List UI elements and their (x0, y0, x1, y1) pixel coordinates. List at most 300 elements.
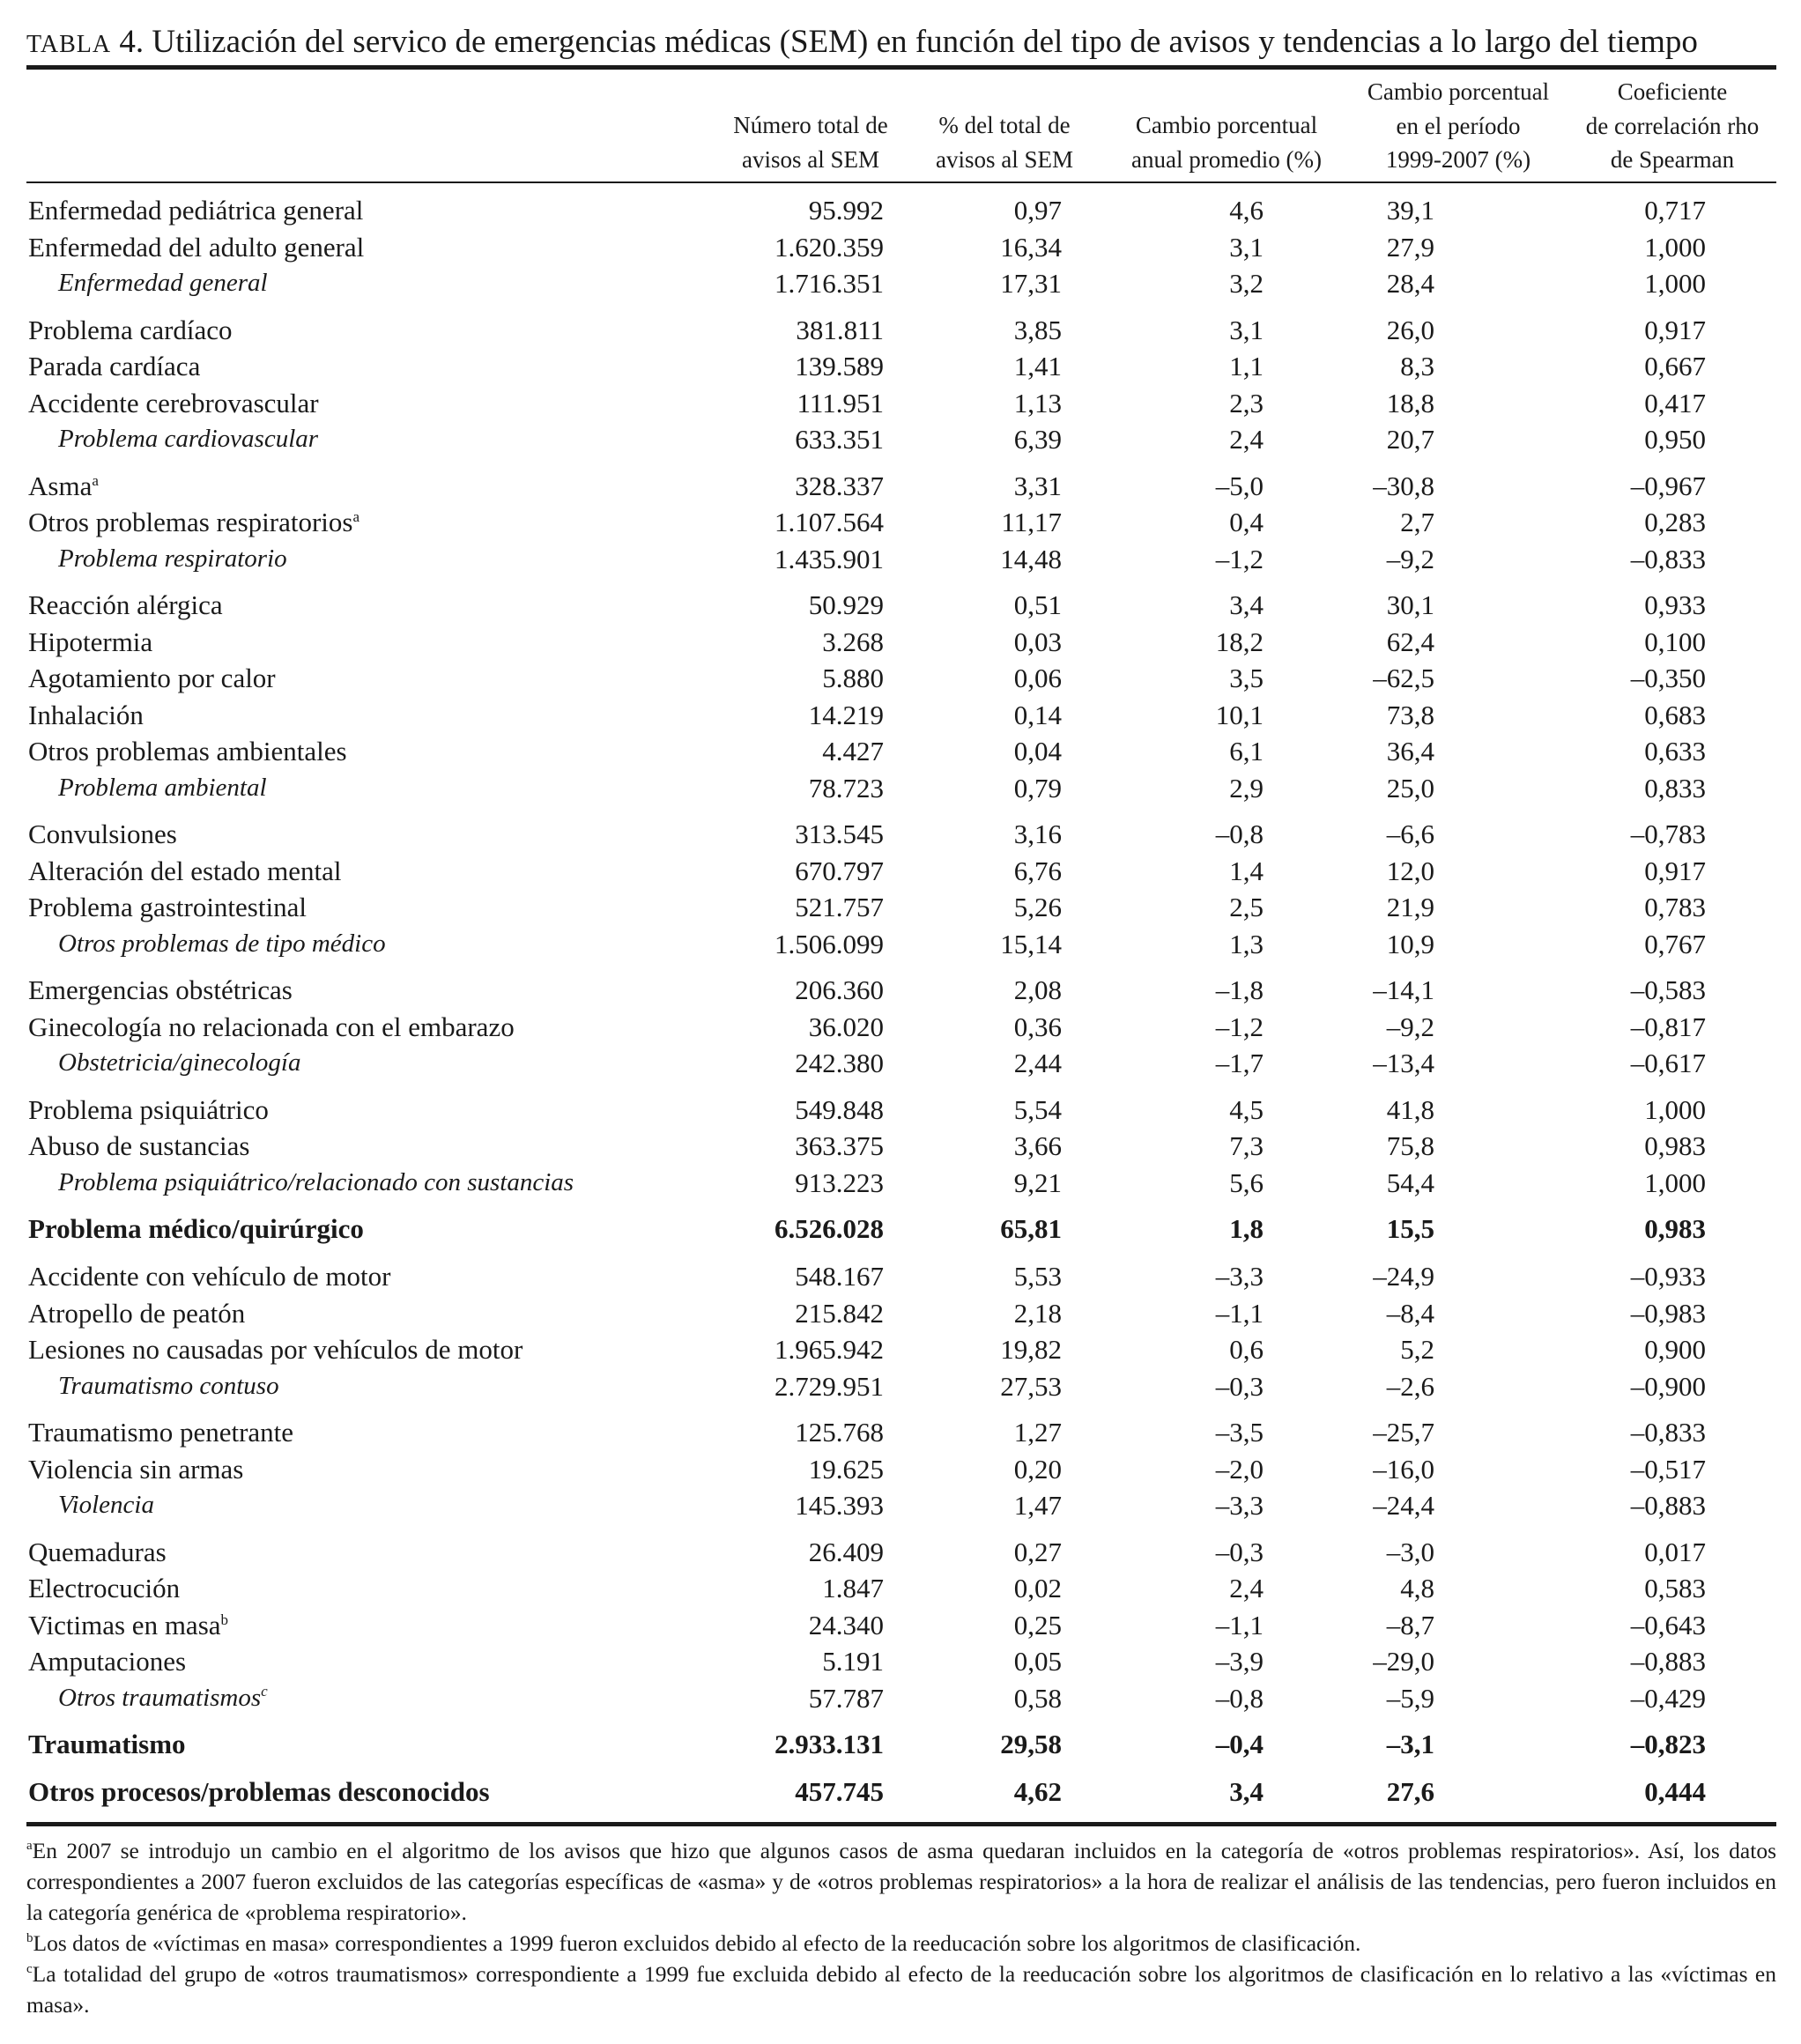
table-subtotal-row (26, 1045, 1776, 1081)
row-label: Enfermedad del adulto general (28, 231, 365, 263)
total-calls-cell: 95.992 (808, 195, 884, 226)
table-row (26, 192, 1776, 228)
table-row (26, 733, 1776, 769)
period-change-cell: 73,8 (1386, 699, 1434, 730)
period-change-cell: –8,4 (1386, 1297, 1434, 1329)
annual-change-cell: 3,1 (1229, 231, 1264, 263)
spearman-cell: 0,983 (1644, 1213, 1706, 1244)
annual-change-cell: –0,3 (1215, 1370, 1264, 1402)
table-subtotal-row (26, 1368, 1776, 1404)
header-annual-change: Cambio porcentual anual promedio (%) (1131, 112, 1322, 173)
total-calls-cell: 1.107.564 (775, 507, 884, 537)
spearman-cell: –0,833 (1630, 1417, 1706, 1448)
table-row (26, 348, 1776, 384)
row-label: Violencia (58, 1491, 154, 1519)
percent-cell: 0,27 (1013, 1536, 1062, 1567)
period-change-cell: –5,9 (1386, 1682, 1434, 1714)
percent-cell: 5,54 (1013, 1093, 1062, 1125)
row-label: Otros traumatismos$^c$ (58, 1682, 268, 1712)
total-calls-cell: 206.360 (795, 974, 884, 1005)
spearman-cell: –0,883 (1630, 1646, 1706, 1677)
table-row (26, 660, 1776, 696)
spearman-cell: –0,783 (1630, 818, 1706, 849)
table-title (26, 21, 1780, 66)
table-title-text: Utilización del servico de emergencias médicas (SEM) en función del tipo de avisos y tendencias a lo largo del tiempo (152, 24, 1698, 60)
spearman-cell: –0,583 (1630, 974, 1706, 1005)
table-subtotal-row (26, 541, 1776, 577)
total-calls-cell: 50.929 (808, 589, 884, 620)
row-label: Convulsiones (28, 818, 177, 849)
total-calls-cell: 4.427 (822, 736, 884, 766)
spearman-cell: 0,667 (1644, 351, 1706, 381)
percent-cell: 0,58 (1013, 1682, 1062, 1714)
percent-cell: 9,21 (1013, 1166, 1062, 1198)
table-row (26, 1009, 1776, 1045)
total-calls-cell: 913.223 (795, 1166, 884, 1198)
row-label: Quemaduras (28, 1536, 167, 1567)
table-row (26, 504, 1776, 540)
total-calls-cell: 1.716.351 (775, 268, 884, 299)
percent-cell: 15,14 (1000, 928, 1062, 959)
spearman-cell: –0,933 (1630, 1261, 1706, 1292)
header-total-calls: Número total de avisos al SEM (733, 112, 888, 173)
percent-cell: 29,58 (1000, 1729, 1062, 1759)
percent-cell: 0,14 (1013, 699, 1062, 730)
spearman-cell: –0,967 (1630, 470, 1706, 501)
total-calls-cell: 363.375 (795, 1130, 884, 1161)
row-label: Inhalación (28, 699, 144, 730)
table-row (26, 1258, 1776, 1294)
row-label: Otros problemas ambientales (28, 736, 347, 766)
period-change-cell: 2,7 (1400, 507, 1434, 537)
row-label: Enfermedad pediátrica general (28, 195, 364, 226)
row-label: Otros problemas de tipo médico (58, 929, 386, 958)
spearman-cell: –0,983 (1630, 1297, 1706, 1329)
percent-cell: 11,17 (1001, 507, 1062, 537)
table-subtotal-row (26, 265, 1776, 301)
period-change-cell: –30,8 (1373, 470, 1434, 501)
row-label: Abuso de sustancias (28, 1130, 250, 1161)
annual-change-cell: 3,1 (1229, 314, 1264, 345)
row-label: Traumatismo contuso (58, 1371, 279, 1400)
annual-change-cell: –1,8 (1215, 974, 1264, 1005)
percent-cell: 0,25 (1013, 1609, 1062, 1640)
spearman-cell: –0,350 (1630, 663, 1706, 693)
percent-cell: 4,62 (1013, 1776, 1062, 1807)
row-label: Parada cardíaca (28, 351, 201, 381)
total-calls-cell: 14.219 (808, 699, 884, 730)
period-change-cell: 54,4 (1386, 1166, 1434, 1198)
total-calls-cell: 145.393 (795, 1490, 884, 1521)
period-change-cell: 10,9 (1386, 928, 1434, 959)
row-label: Traumatismo penetrante (28, 1417, 294, 1448)
annual-change-cell: 4,6 (1229, 195, 1264, 226)
period-change-cell: 75,8 (1386, 1130, 1434, 1161)
spearman-cell: 0,417 (1644, 387, 1706, 418)
row-label: Hipotermia (28, 626, 153, 657)
row-label: Alteración del estado mental (28, 855, 342, 886)
total-calls-cell: 1.965.942 (775, 1334, 884, 1365)
total-calls-cell: 549.848 (795, 1093, 884, 1125)
total-calls-cell: 313.545 (795, 818, 884, 849)
footnote-mark: a (352, 508, 360, 525)
total-calls-cell: 26.409 (808, 1536, 884, 1567)
spearman-cell: 0,933 (1644, 589, 1706, 620)
row-label: Electrocución (28, 1573, 181, 1603)
annual-change-cell: 5,6 (1229, 1166, 1264, 1198)
row-label: Amputaciones (28, 1646, 187, 1677)
annual-change-cell: –0,8 (1215, 1682, 1264, 1714)
row-label: Problema cardiovascular (58, 425, 319, 453)
table-row (26, 1414, 1776, 1450)
row-label: Lesiones no causadas por vehículos de motor (28, 1334, 523, 1365)
total-calls-cell: 78.723 (808, 772, 884, 804)
table-subtotal-row (26, 1165, 1776, 1201)
top-rule (26, 65, 1776, 70)
row-label: Enfermedad general (58, 269, 268, 297)
total-calls-cell: 328.337 (795, 470, 884, 501)
row-label: Problema gastrointestinal (28, 892, 307, 922)
spearman-cell: 1,000 (1644, 1166, 1706, 1198)
period-change-cell: –6,6 (1386, 818, 1434, 849)
annual-change-cell: 6,1 (1229, 736, 1264, 766)
spearman-cell: –0,643 (1630, 1609, 1706, 1640)
total-calls-cell: 1.435.901 (775, 543, 884, 574)
table-total-row (26, 1211, 1776, 1247)
annual-change-cell: –2,0 (1215, 1453, 1264, 1485)
period-change-cell: 21,9 (1386, 892, 1434, 922)
table-subtotal-row (26, 1680, 1776, 1716)
annual-change-cell: 2,9 (1229, 772, 1264, 804)
annual-change-cell: 1,3 (1229, 928, 1264, 959)
row-label: Victimas en masa$^b$ (28, 1609, 229, 1640)
total-calls-cell: 457.745 (795, 1776, 884, 1807)
percent-cell: 1,13 (1013, 387, 1062, 418)
annual-change-cell: 0,6 (1229, 1334, 1264, 1365)
spearman-cell: 0,783 (1644, 892, 1706, 922)
total-calls-cell: 381.811 (796, 314, 884, 345)
annual-change-cell: –1,2 (1215, 543, 1264, 574)
period-change-cell: 25,0 (1386, 772, 1434, 804)
percent-cell: 16,34 (1000, 231, 1062, 263)
total-calls-cell: 5.880 (822, 663, 884, 693)
row-label: Accidente con vehículo de motor (28, 1261, 391, 1292)
period-change-cell: 62,4 (1386, 626, 1434, 657)
row-label: Ginecología no relacionada con el embarazo (28, 1011, 515, 1042)
annual-change-cell: –1,1 (1215, 1297, 1264, 1329)
period-change-cell: –29,0 (1373, 1646, 1434, 1677)
annual-change-cell: –3,3 (1215, 1490, 1264, 1521)
table-row (26, 1643, 1776, 1679)
spearman-cell: 0,583 (1644, 1573, 1706, 1603)
spearman-cell: –0,833 (1630, 543, 1706, 574)
table-row (26, 889, 1776, 925)
period-change-cell: –62,5 (1373, 663, 1434, 693)
annual-change-cell: 1,1 (1229, 351, 1264, 381)
annual-change-cell: –1,2 (1215, 1011, 1264, 1042)
row-label: Otros procesos/problemas desconocidos (28, 1776, 490, 1807)
spearman-cell: 1,000 (1644, 1093, 1706, 1125)
period-change-cell: 12,0 (1386, 855, 1434, 886)
percent-cell: 1,47 (1013, 1490, 1062, 1521)
table-row (26, 1295, 1776, 1331)
percent-cell: 0,03 (1013, 626, 1062, 657)
total-calls-cell: 521.757 (795, 892, 884, 922)
percent-cell: 6,76 (1013, 855, 1062, 886)
total-calls-cell: 242.380 (795, 1048, 884, 1078)
total-calls-cell: 24.340 (808, 1609, 884, 1640)
total-calls-cell: 2.729.951 (775, 1370, 884, 1402)
row-label: Asma$^a$ (28, 470, 99, 501)
spearman-cell: 0,917 (1644, 314, 1706, 345)
annual-change-cell: 1,8 (1229, 1213, 1264, 1244)
period-change-cell: 28,4 (1386, 268, 1434, 299)
total-calls-cell: 111.951 (797, 387, 884, 418)
spearman-cell: 1,000 (1644, 268, 1706, 299)
header-percent-total: % del total de avisos al SEM (935, 112, 1073, 173)
total-calls-cell: 215.842 (795, 1297, 884, 1329)
period-change-cell: 5,2 (1400, 1334, 1434, 1365)
total-calls-cell: 548.167 (795, 1261, 884, 1292)
spearman-cell: –0,817 (1630, 1011, 1706, 1042)
spearman-cell: –0,429 (1630, 1682, 1706, 1714)
total-calls-cell: 1.847 (822, 1573, 884, 1603)
row-label: Problema cardíaco (28, 314, 233, 345)
percent-cell: 14,48 (1000, 543, 1062, 574)
annual-change-cell: 2,4 (1229, 1573, 1264, 1603)
period-change-cell: 30,1 (1386, 589, 1434, 620)
table-row (26, 587, 1776, 623)
percent-cell: 2,08 (1013, 974, 1062, 1005)
table-row (26, 697, 1776, 733)
percent-cell: 5,53 (1013, 1261, 1062, 1292)
row-label: Obstetricia/ginecología (58, 1048, 301, 1077)
period-change-cell: –14,1 (1373, 974, 1434, 1005)
period-change-cell: –24,9 (1373, 1261, 1434, 1292)
row-label: Violencia sin armas (28, 1453, 244, 1485)
total-calls-cell: 3.268 (822, 626, 884, 657)
total-calls-cell: 5.191 (822, 1646, 884, 1677)
total-calls-cell: 6.526.028 (775, 1213, 884, 1244)
table-row (26, 385, 1776, 421)
percent-cell: 0,04 (1013, 736, 1062, 766)
table-row (26, 624, 1776, 660)
table-row (26, 1607, 1776, 1643)
period-change-cell: –24,4 (1373, 1490, 1434, 1521)
percent-cell: 65,81 (1000, 1213, 1062, 1244)
row-label: Emergencias obstétricas (28, 974, 293, 1005)
footnote-mark: b (220, 1611, 229, 1628)
annual-change-cell: 2,3 (1229, 387, 1264, 418)
annual-change-cell: –0,3 (1215, 1536, 1264, 1567)
annual-change-cell: 0,4 (1229, 507, 1264, 537)
row-label: Otros problemas respiratorios$^a$ (28, 507, 360, 537)
annual-change-cell: –3,9 (1215, 1646, 1264, 1677)
footnote-mark: c (261, 1682, 268, 1700)
table-total-row (26, 1774, 1776, 1810)
table-row (26, 972, 1776, 1008)
table-row (26, 853, 1776, 889)
spearman-cell: –0,900 (1630, 1370, 1706, 1402)
table-row (26, 1128, 1776, 1164)
percent-cell: 0,05 (1013, 1646, 1062, 1677)
row-label: Agotamiento por calor (28, 663, 276, 693)
percent-cell: 3,66 (1013, 1130, 1062, 1161)
period-change-cell: –16,0 (1373, 1453, 1434, 1485)
period-change-cell: –25,7 (1373, 1417, 1434, 1448)
total-calls-cell: 125.768 (795, 1417, 884, 1448)
period-change-cell: –3,1 (1386, 1729, 1434, 1759)
total-calls-cell: 36.020 (808, 1011, 884, 1042)
annual-change-cell: 4,5 (1229, 1093, 1264, 1125)
annual-change-cell: –1,7 (1215, 1048, 1264, 1078)
annual-change-cell: 3,2 (1229, 268, 1264, 299)
percent-cell: 0,06 (1013, 663, 1062, 693)
spearman-cell: –0,823 (1630, 1729, 1706, 1759)
period-change-cell: 4,8 (1400, 1573, 1434, 1603)
spearman-cell: 0,283 (1644, 507, 1706, 537)
annual-change-cell: –0,8 (1215, 818, 1264, 849)
total-calls-cell: 633.351 (795, 424, 884, 455)
annual-change-cell: –1,1 (1215, 1609, 1264, 1640)
table-row (26, 1451, 1776, 1487)
spearman-cell: 0,833 (1644, 772, 1706, 804)
total-calls-cell: 1.620.359 (775, 231, 884, 263)
row-label: Accidente cerebrovascular (28, 387, 319, 418)
percent-cell: 19,82 (1000, 1334, 1062, 1365)
spearman-cell: 1,000 (1644, 231, 1706, 263)
annual-change-cell: 3,4 (1229, 1776, 1264, 1807)
total-calls-cell: 139.589 (795, 351, 884, 381)
table-subtotal-row (26, 770, 1776, 806)
percent-cell: 0,36 (1013, 1011, 1062, 1042)
spearman-cell: 0,717 (1644, 195, 1706, 226)
table-title-number: 4. (119, 24, 145, 60)
annual-change-cell: 10,1 (1215, 699, 1264, 730)
percent-cell: 17,31 (1000, 268, 1062, 299)
total-calls-cell: 670.797 (795, 855, 884, 886)
table-row (26, 1534, 1776, 1570)
row-label: Traumatismo (28, 1729, 186, 1759)
period-change-cell: –9,2 (1386, 543, 1434, 574)
percent-cell: 3,31 (1013, 470, 1062, 501)
table-row (26, 1092, 1776, 1128)
table-subtotal-row (26, 926, 1776, 962)
table-title-prefix: TABLA (26, 31, 112, 58)
table-row (26, 312, 1776, 348)
row-label: Problema psiquiátrico (28, 1093, 269, 1125)
percent-cell: 27,53 (1000, 1370, 1062, 1402)
percent-cell: 2,44 (1013, 1048, 1062, 1078)
percent-cell: 3,85 (1013, 314, 1062, 345)
header-period-change: Cambio porcentual en el período 1999-2007 (%) (1367, 78, 1550, 173)
percent-cell: 6,39 (1013, 424, 1062, 455)
percent-cell: 1,41 (1013, 351, 1062, 381)
header-rule (26, 181, 1776, 183)
footnote-a: $^a$En 2007 se introdujo un cambio en el algoritmo de los avisos que hizo que algunos casos de asma quedaran incluidos en la categoría de «otros problemas respiratorios». Así, los datos correspondientes a 2007 fueron excluidos de las categorías específicas de «asma» y de «otros problemas respiratorios» a la hora de realizar el análisis de las tendencias, pero fueron incluidos en la categoría genérica de «problema respiratorio». (26, 1838, 1776, 1925)
period-change-cell: 15,5 (1386, 1213, 1434, 1244)
annual-change-cell: –0,4 (1215, 1729, 1264, 1759)
period-change-cell: 41,8 (1386, 1093, 1434, 1125)
footnote-c: $^c$La totalidad del grupo de «otros traumatismos» correspondiente a 1999 fue excluida debido al efecto de la reeducación sobre los algoritmos de clasificación en lo relativo a las «víctimas en masa». (26, 1961, 1776, 2018)
period-change-cell: 36,4 (1386, 736, 1434, 766)
total-calls-cell: 2.933.131 (775, 1729, 884, 1759)
total-calls-cell: 1.506.099 (775, 928, 884, 959)
percent-cell: 1,27 (1013, 1417, 1062, 1448)
annual-change-cell: 18,2 (1215, 626, 1264, 657)
period-change-cell: 20,7 (1386, 424, 1434, 455)
footnotes (26, 1835, 1776, 2020)
period-change-cell: 27,9 (1386, 231, 1434, 263)
spearman-cell: –0,617 (1630, 1048, 1706, 1078)
spearman-cell: 0,444 (1644, 1776, 1706, 1807)
spearman-cell: –0,883 (1630, 1490, 1706, 1521)
percent-cell: 0,51 (1013, 589, 1062, 620)
annual-change-cell: 3,5 (1229, 663, 1264, 693)
period-change-cell: 18,8 (1386, 387, 1434, 418)
total-calls-cell: 19.625 (808, 1453, 884, 1485)
percent-cell: 5,26 (1013, 892, 1062, 922)
footnote-mark: a (92, 471, 99, 489)
period-change-cell: 26,0 (1386, 314, 1434, 345)
spearman-cell: 0,017 (1644, 1536, 1706, 1567)
row-label: Reacción alérgica (28, 589, 223, 620)
period-change-cell: –8,7 (1386, 1609, 1434, 1640)
table-row (26, 816, 1776, 852)
row-label: Problema psiquiátrico/relacionado con sustancias (58, 1167, 574, 1196)
period-change-cell: 39,1 (1386, 195, 1434, 226)
spearman-cell: 0,100 (1644, 626, 1706, 657)
table-subtotal-row (26, 1487, 1776, 1523)
row-label: Problema ambiental (58, 773, 267, 802)
annual-change-cell: 3,4 (1229, 589, 1264, 620)
annual-change-cell: 7,3 (1229, 1130, 1264, 1161)
spearman-cell: 0,983 (1644, 1130, 1706, 1161)
table-row (26, 468, 1776, 504)
period-change-cell: –3,0 (1386, 1536, 1434, 1567)
row-label: Atropello de peatón (28, 1297, 246, 1329)
period-change-cell: –9,2 (1386, 1011, 1434, 1042)
table-total-row (26, 1726, 1776, 1762)
row-label: Problema respiratorio (58, 544, 287, 573)
spearman-cell: 0,633 (1644, 736, 1706, 766)
percent-cell: 0,79 (1013, 772, 1062, 804)
bottom-rule (26, 1822, 1776, 1826)
row-label: Problema médico/quirúrgico (28, 1213, 364, 1244)
table-row (26, 1570, 1776, 1606)
percent-cell: 0,20 (1013, 1453, 1062, 1485)
period-change-cell: –2,6 (1386, 1370, 1434, 1402)
annual-change-cell: –3,5 (1215, 1417, 1264, 1448)
period-change-cell: –13,4 (1373, 1048, 1434, 1078)
total-calls-cell: 57.787 (808, 1682, 884, 1714)
spearman-cell: 0,950 (1644, 424, 1706, 455)
spearman-cell: –0,517 (1630, 1453, 1706, 1485)
spearman-cell: 0,683 (1644, 699, 1706, 730)
percent-cell: 0,02 (1013, 1573, 1062, 1603)
period-change-cell: 27,6 (1386, 1776, 1434, 1807)
table-row (26, 1331, 1776, 1367)
annual-change-cell: –5,0 (1215, 470, 1264, 501)
annual-change-cell: 2,5 (1229, 892, 1264, 922)
annual-change-cell: –3,3 (1215, 1261, 1264, 1292)
percent-cell: 0,97 (1013, 195, 1062, 226)
spearman-cell: 0,917 (1644, 855, 1706, 886)
period-change-cell: 8,3 (1400, 351, 1434, 381)
footnote-b: $^b$Los datos de «víctimas en masa» correspondientes a 1999 fueron excluidos debido al efecto de la reeducación sobre los algoritmos de clasificación. (26, 1930, 1361, 1956)
annual-change-cell: 2,4 (1229, 424, 1264, 455)
percent-cell: 3,16 (1013, 818, 1062, 849)
